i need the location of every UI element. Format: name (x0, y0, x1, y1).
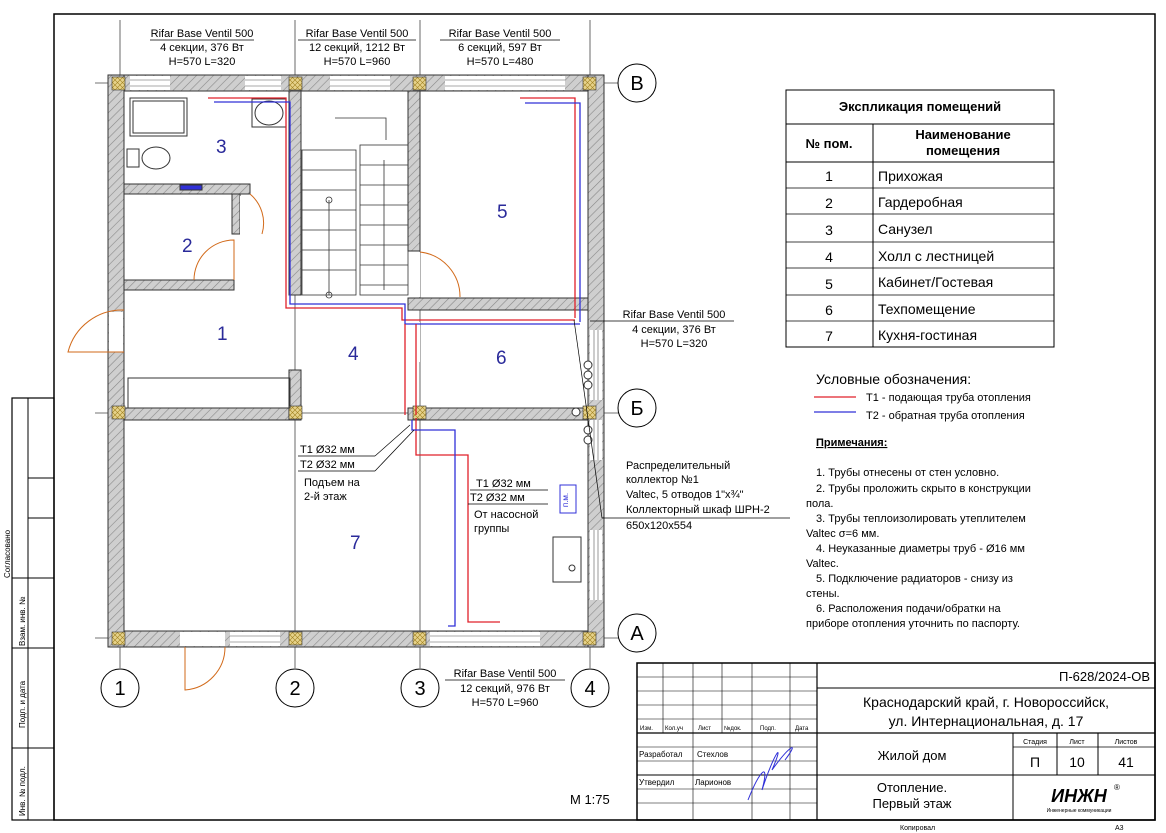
pump-text-1: От насосной (474, 509, 539, 521)
room-number: 1 (217, 324, 228, 345)
collector-line: Распределительный (626, 460, 731, 472)
riser-annotation (298, 425, 414, 503)
radiator-spec: 4 секции, 376 Вт (160, 42, 244, 54)
name-developer: Стехлов (697, 750, 729, 759)
note-line: Valtec σ=6 мм. (806, 528, 880, 540)
copied-label: Копировал (900, 825, 936, 832)
scale-label: М 1:75 (570, 792, 610, 807)
side-inv-orig: Инв. № подл. (18, 766, 27, 816)
explication-row-name: Техпомещение (878, 301, 976, 317)
collector-annotation (574, 320, 790, 532)
stamp-header: Лист (698, 726, 712, 732)
radiator-model: Rifar Base Ventil 500 (150, 28, 254, 40)
explication-col-no: № пом. (805, 136, 853, 151)
collector-line: коллектор №1 (626, 474, 699, 486)
radiator-spec: 12 секций, 1212 Вт (309, 42, 405, 54)
pump-t2: Т2 Ø32 мм (470, 492, 525, 504)
stage-value: П (1029, 754, 1041, 770)
explication-row-name: Холл с лестницей (878, 248, 995, 264)
explication-row-name: Кабинет/Гостевая (878, 274, 994, 290)
notes-title: Примечания: (816, 437, 888, 449)
legend-item: Т1 - подающая труба отопления (866, 392, 1031, 404)
collector-line: 650х120х554 (626, 520, 693, 532)
logo-registered-icon: ® (1114, 783, 1120, 792)
explication-row-no: 4 (825, 249, 833, 265)
logo-subtitle: Инженерные коммуникации (1046, 808, 1112, 814)
room-number: 3 (216, 137, 227, 158)
axis-row-label: Б (630, 398, 644, 420)
explication-row-no: 2 (825, 195, 833, 211)
note-line: Valtec. (806, 558, 839, 570)
axis-labels (114, 73, 644, 700)
stamp-header: Дата (795, 726, 809, 732)
section-title-2: Первый этаж (872, 796, 952, 811)
legend-item: Т2 - обратная труба отопления (866, 410, 1025, 422)
explication-row-name: Санузел (878, 221, 933, 237)
legend-title: Условные обозначения: (816, 371, 972, 387)
axis-row-label: В (630, 73, 644, 95)
explication-row-no: 3 (825, 222, 833, 238)
pump-t1: Т1 Ø32 мм (476, 478, 531, 490)
stamp-header: Изм. (640, 726, 653, 732)
room-number: 2 (182, 236, 193, 257)
explication-row-no: 1 (825, 168, 833, 184)
note-line: 3. Трубы теплоизолировать утеплителем (816, 513, 1026, 525)
riser-t2: Т2 Ø32 мм (300, 459, 355, 471)
explication-col-name-2: помещения (925, 143, 1001, 158)
radiator-label-1 (150, 28, 254, 68)
note-line: 6. Расположения подачи/обратки на (816, 603, 1001, 615)
note-line: 2. Трубы проложить скрыто в конструкции (816, 483, 1031, 495)
explication-table (786, 90, 1054, 347)
sheets-value: 41 (1118, 754, 1134, 770)
axis-col-label: 1 (114, 678, 126, 700)
note-line: пола. (806, 498, 834, 510)
radiator-model: Rifar Base Ventil 500 (453, 668, 557, 680)
room-number: 7 (350, 533, 361, 554)
note-line: 4. Неуказанные диаметры труб - Ø16 мм (816, 543, 1025, 555)
axis-markers (101, 64, 656, 707)
stage-header: Стадия (1023, 739, 1047, 746)
riser-t1: Т1 Ø32 мм (300, 444, 355, 456)
radiator-label-2 (298, 28, 416, 68)
doors (68, 194, 460, 690)
side-agreed: Согласовано (3, 529, 12, 578)
building-type: Жилой дом (877, 748, 947, 763)
radiator-spec: 4 секции, 376 Вт (632, 324, 716, 336)
radiator-model: Rifar Base Ventil 500 (448, 28, 552, 40)
riser-text-1: Подъем на (304, 477, 360, 489)
side-stamp (3, 398, 54, 820)
explication-row-no: 6 (825, 302, 833, 318)
format-label: А3 (1115, 825, 1124, 832)
stamp-header: Подп. (760, 726, 776, 732)
explication-row-no: 7 (825, 328, 833, 344)
note-line: 5. Подключение радиаторов - снизу из (816, 573, 1013, 585)
axis-row-label: А (630, 623, 644, 645)
room-number: 4 (348, 344, 359, 365)
radiator-label-4 (590, 309, 734, 350)
notes (806, 437, 1031, 630)
title-block-text (639, 669, 1150, 832)
section-title-1: Отопление. (876, 780, 948, 795)
window-frames (130, 80, 598, 642)
stamp-header: Кол.уч (665, 726, 683, 732)
radiator-model: Rifar Base Ventil 500 (622, 309, 726, 321)
radiator-size: H=570 L=960 (471, 697, 539, 709)
address-line-1: Краснодарский край, г. Новороссийск, (863, 694, 1109, 710)
collector-line: Valtec, 5 отводов 1"х¾" (626, 489, 744, 501)
collector-line: Коллекторный шкаф ШРН-2 (626, 504, 770, 516)
explication-row-no: 5 (825, 276, 833, 292)
explication-title: Экспликация помещений (838, 99, 1002, 114)
radiator-spec: 12 секций, 976 Вт (460, 683, 550, 695)
sheet-value: 10 (1069, 754, 1085, 770)
stamp-header: №док. (724, 726, 742, 732)
radiator-labels (150, 28, 734, 709)
explication-row-name: Прихожая (878, 168, 943, 184)
axis-col-label: 2 (289, 678, 301, 700)
axis-col-label: 4 (584, 678, 596, 700)
radiator-label-5 (445, 668, 565, 709)
role-developer: Разработал (639, 750, 683, 759)
room-number: 6 (496, 348, 507, 369)
radiator-size: H=570 L=320 (168, 56, 236, 68)
explication-row-name: Гардеробная (878, 194, 963, 210)
side-replace-inv: Взам. инв. № (18, 596, 27, 646)
explication-col-name: Наименование (915, 127, 1011, 142)
name-approver: Ларионов (695, 778, 732, 787)
radiator-size: H=570 L=960 (323, 56, 391, 68)
radiator-label-3 (440, 28, 560, 68)
sheets-header: Листов (1114, 739, 1138, 746)
logo: ИНЖН (1051, 786, 1107, 806)
axis-col-label: 3 (414, 678, 426, 700)
pm-label: п.м. (561, 492, 570, 508)
legend (814, 371, 1031, 422)
role-approver: Утвердил (639, 778, 675, 787)
side-sign-date: Подп. и дата (18, 680, 27, 728)
explication-row-name: Кухня-гостиная (878, 327, 978, 343)
radiator-spec: 6 секций, 597 Вт (458, 42, 542, 54)
address-line-2: ул. Интернациональная, д. 17 (888, 713, 1084, 729)
doc-code: П-628/2024-ОВ (1058, 669, 1150, 684)
radiator-size: H=570 L=480 (466, 56, 534, 68)
note-line: стены. (806, 588, 840, 600)
room-number: 5 (497, 202, 508, 223)
stairs (302, 118, 408, 298)
note-line: 1. Трубы отнесены от стен условно. (816, 467, 1000, 479)
note-line: приборе отопления уточнить по паспорту. (806, 618, 1020, 630)
signature (748, 748, 792, 800)
pump-text-2: группы (474, 523, 510, 535)
heating-pipes (208, 98, 580, 626)
pump-annotation (468, 478, 548, 535)
radiator-model: Rifar Base Ventil 500 (305, 28, 409, 40)
radiator-size: H=570 L=320 (640, 338, 708, 350)
sheet-header: Лист (1069, 739, 1085, 746)
riser-text-2: 2-й этаж (304, 491, 347, 503)
